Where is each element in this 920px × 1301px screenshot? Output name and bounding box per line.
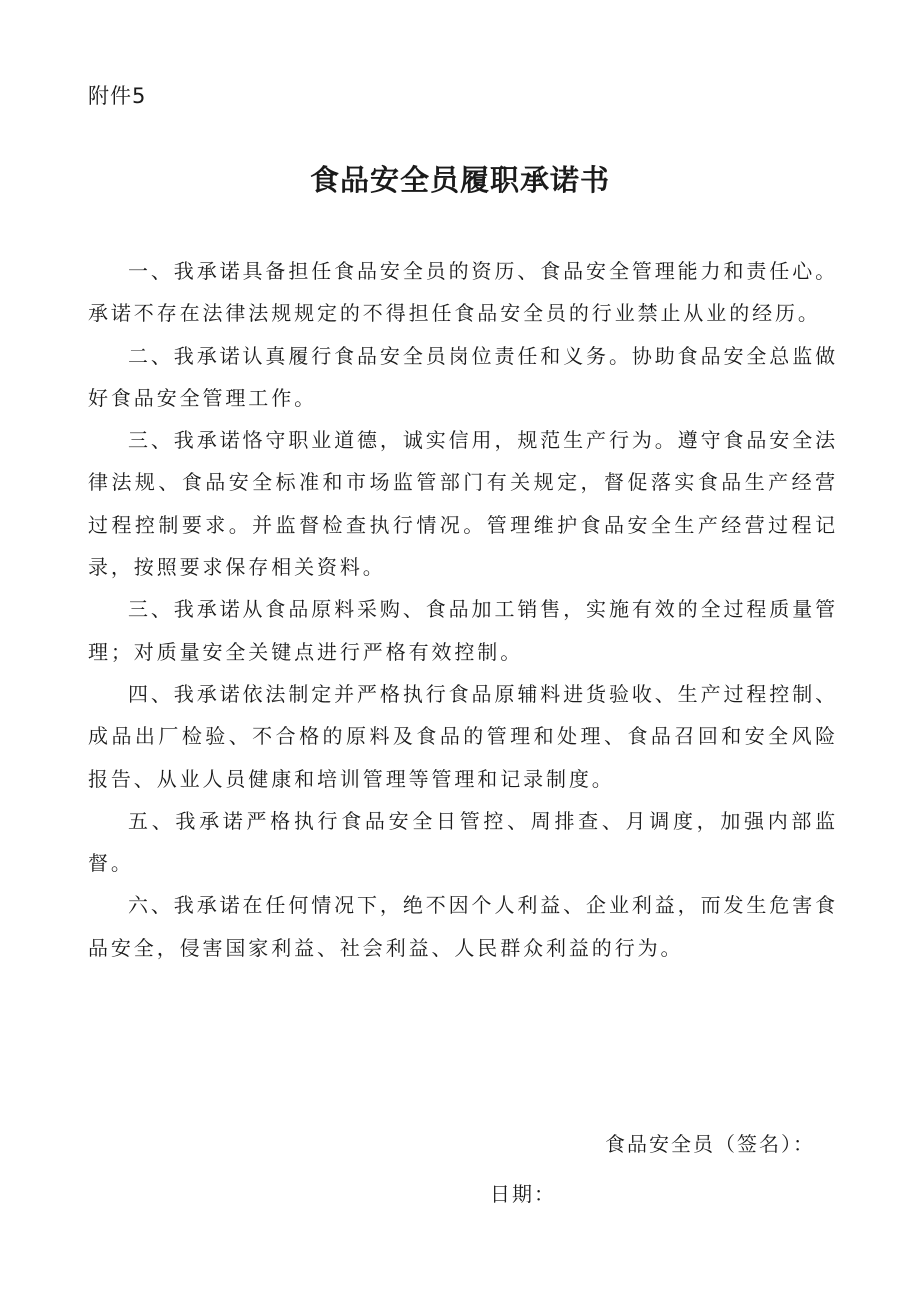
commitment-body [88, 250, 838, 969]
commitment-paragraph-1: 一、我承诺具备担任食品安全员的资历、食品安全管理能力和责任心。承诺不存在法律法规规定的不得担任食品安全员的行业禁止从业的经历。 [88, 259, 838, 326]
signature-label: 食品安全员（签名）： [605, 1132, 815, 1156]
commitment-paragraph-3: 三、我承诺恪守职业道德，诚实信用，规范生产行为。遵守食品安全法律法规、食品安全标准和市场监管部门有关规定，督促落实食品生产经营过程控制要求。并监督检查执行情况。管理维护食品安全生产经营过程记录，按照要求保存相关资料。 [88, 428, 838, 580]
commitment-paragraph-5: 四、我承诺依法制定并严格执行食品原辅料进货验收、生产过程控制、成品出厂检验、不合格的原料及食品的管理和处理、食品召回和安全风险报告、从业人员健康和培训管理等管理和记录制度。 [88, 681, 838, 791]
commitment-paragraph-7: 六、我承诺在任何情况下，绝不因个人利益、企业利益，而发生危害食品安全，侵害国家利益、社会利益、人民群众利益的行为。 [88, 893, 838, 960]
commitment-paragraph-4: 三、我承诺从食品原料采购、食品加工销售，实施有效的全过程质量管理；对质量安全关键点进行严格有效控制。 [88, 597, 838, 664]
date-label: 日期： [490, 1182, 556, 1206]
commitment-paragraph-2: 二、我承诺认真履行食品安全员岗位责任和义务。协助食品安全总监做好食品安全管理工作。 [88, 343, 838, 410]
attachment-label: 附件5 [88, 84, 147, 108]
document-title: 食品安全员履职承诺书 [309, 163, 610, 197]
commitment-paragraph-6: 五、我承诺严格执行食品安全日管控、周排查、月调度，加强内部监督。 [88, 808, 838, 876]
